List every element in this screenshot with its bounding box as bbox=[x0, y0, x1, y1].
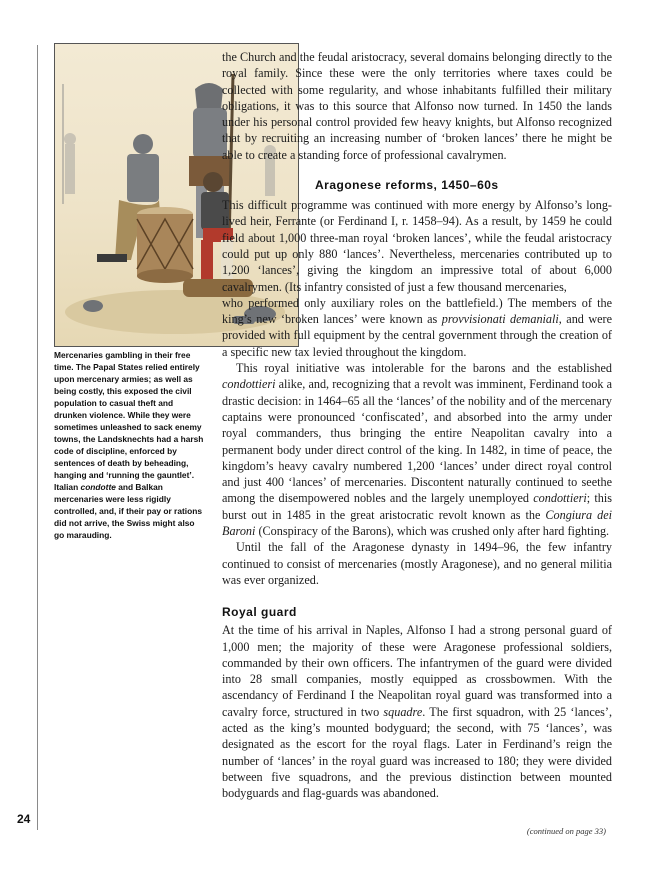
paragraph-reforms-narrow: This difficult programme was continued with more energy by Alfonso’s long-lived heir, Ferrante (or Ferdinand I, r. 1458–94). As a result, by 1459 he could field about 1,000 three-man royal ‘broken lances’, while the feudal aristocracy could put up only 880 ‘lances’. Nevertheless, mercenaries contributed up to 1,200 ‘lances’, giving the kingdom an impressive total of about 6,000 cavalrymen. (Its infantry consisted of just a few thousand mercenaries, bbox=[222, 198, 612, 294]
paragraph-royal-guard: At the time of his arrival in Naples, Alfonso I had a strong personal guard of 1,000 men; the majority of these were Aragonese professional soldiers, commanded by their own officers. The infantrymen of the guard were divided into 28 small companies, mostly equipped as crossbowmen. With the ascendancy of Ferdinand I the Neapolitan royal guard was transformed into a cavalry force, structured in two squadre. The first squadron, with 25 ‘lances’, acted as the king’s mounted bodyguard; the second, with 75 ‘lances’, was designated as the escort for the royal flags. Later in Ferdinand’s reign the number of ‘lances’ in the royal guard was increased to 180; they were divided between five squadrons, and the previous distinction between mounted bodyguards and flag-guards was abandoned. bbox=[222, 623, 612, 801]
margin-rule bbox=[37, 45, 38, 830]
paragraph-intro: the Church and the feudal aristocracy, several domains belonging directly to the royal family. Since these were the only territories where taxes could be collected with some regularity, and whose inhabitants fulfilled their military obligations, it was to this source that Alfonso now turned. In 1450 the lands under his personal control provided few heavy knights, but Alfonso recognized that by recruiting an increasing number of ‘broken lances’ there he might be able to create a standing force of professional cavalrymen. bbox=[222, 50, 612, 162]
paragraph-royal-initiative: This royal initiative was intolerable for the barons and the established condottieri alike, and, recognizing that a revolt was imminent, Ferdinand took a drastic decision: in 1464–65 all the ‘lances’ of the nobility and of the mercenary captains were pronounced ‘confiscated’, and absorbed into the army under royal commanders, thus bringing the entire Neapolitan cavalry into a permanent body under direct control of the king. In 1482, in time of peace, the kingdom’s heavy cavalry numbered 1,200 ‘lances’ under direct royal control and just 400 ‘lances’ of mercenaries. Discontent naturally continued to seethe among the disempowered nobles and the largely unemployed condottieri; this burst out in 1485 in the great aristocratic revolt known as the Congiura dei Baroni (Conspiracy of the Barons), which was crushed only after hard fighting. bbox=[222, 361, 612, 539]
heading-aragonese-reforms: Aragonese reforms, 1450–60s bbox=[315, 178, 499, 193]
heading-royal-guard: Royal guard bbox=[222, 605, 297, 620]
paragraph-reforms-wide: who performed only auxiliary roles on the battlefield.) The members of the king’s new ‘broken lances’ were known as provvisionati demaniali, and were provided with full equipment by the central government through the creation of a specific new tax levied throughout the kingdom. bbox=[222, 295, 613, 359]
figure-caption: Mercenaries gambling in their free time. The Papal States relied entirely upon mercenary armies; as well as being costly, this exposed the civil population to casual theft and drunken violence. While they were sometimes unleashed to sack enemy towns, the Landsknechts had a harsh code of discipline, enforced by sentences of death by beheading, hanging and ‘running the gauntlet’. Italian condotte and Balkan mercenaries were less rigidly controlled, and, if their pay or rations did not arrive, the Swiss might also go marauding. bbox=[54, 350, 204, 540]
page-number: 24 bbox=[17, 812, 31, 826]
paragraph-until-fall: Until the fall of the Aragonese dynasty in 1494–96, the few infantry continued to consist of mercenaries (mostly Aragonese), and no general militia was ever organized. bbox=[222, 540, 612, 587]
body-text bbox=[222, 49, 612, 801]
continued-note: (continued on page 33) bbox=[526, 826, 606, 836]
